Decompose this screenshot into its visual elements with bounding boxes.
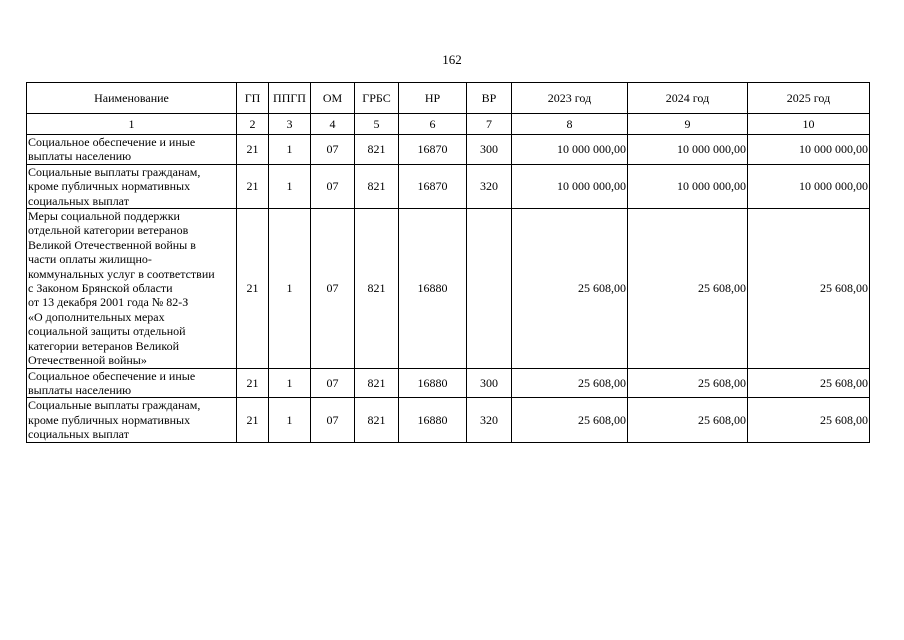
header-cell: Наименование (27, 83, 237, 114)
amount-2024-cell: 25 608,00 (628, 209, 748, 368)
vr-cell: 300 (467, 135, 512, 165)
name-cell (27, 209, 237, 368)
amount-2025-cell: 10 000 000,00 (748, 135, 870, 165)
amount-2025-cell: 10 000 000,00 (748, 164, 870, 208)
amount-2025-cell: 25 608,00 (748, 398, 870, 442)
budget-table (26, 82, 870, 443)
column-number-cell: 3 (269, 114, 311, 135)
column-number-cell: 9 (628, 114, 748, 135)
om-cell: 07 (311, 164, 355, 208)
name-line: коммунальных услуг в соответствии (28, 266, 215, 281)
page-number: 162 (442, 52, 462, 67)
header-cell: ГРБС (355, 83, 399, 114)
amount-2023-cell: 10 000 000,00 (512, 164, 628, 208)
om-cell: 07 (311, 398, 355, 442)
header-cell: ППГП (269, 83, 311, 114)
name-line: от 13 декабря 2001 года № 82-З (28, 295, 189, 310)
amount-2025-cell: 25 608,00 (748, 209, 870, 368)
name-line: кроме публичных нормативных (28, 412, 191, 427)
name-line: социальной защиты отдельной (28, 324, 186, 339)
ppgp-cell: 1 (269, 209, 311, 368)
om-cell: 07 (311, 368, 355, 398)
column-number-cell: 5 (355, 114, 399, 135)
amount-2024-cell: 25 608,00 (628, 368, 748, 398)
header-cell: 2024 год (628, 83, 748, 114)
amount-2023-cell: 25 608,00 (512, 209, 628, 368)
name-line: Социальное обеспечение и иные (28, 368, 196, 383)
ppgp-cell: 1 (269, 135, 311, 165)
grbs-cell: 821 (355, 368, 399, 398)
ppgp-cell: 1 (269, 398, 311, 442)
ppgp-cell: 1 (269, 368, 311, 398)
amount-2024-cell: 25 608,00 (628, 398, 748, 442)
amount-2024-cell: 10 000 000,00 (628, 164, 748, 208)
column-number-cell: 10 (748, 114, 870, 135)
amount-2023-cell: 25 608,00 (512, 398, 628, 442)
om-cell: 07 (311, 209, 355, 368)
name-line: Социальные выплаты гражданам, (28, 398, 201, 413)
name-cell (27, 164, 237, 208)
nr-cell: 16870 (399, 135, 467, 165)
header-row (27, 83, 870, 114)
gp-cell: 21 (237, 209, 269, 368)
name-line: «О дополнительных мерах (28, 309, 165, 324)
amount-2023-cell: 10 000 000,00 (512, 135, 628, 165)
ppgp-cell: 1 (269, 164, 311, 208)
column-number-cell: 4 (311, 114, 355, 135)
column-number-cell: 2 (237, 114, 269, 135)
column-number-cell: 1 (27, 114, 237, 135)
grbs-cell: 821 (355, 164, 399, 208)
header-cell: НР (399, 83, 467, 114)
name-line: кроме публичных нормативных (28, 179, 191, 194)
name-line: Социальное обеспечение и иные (28, 135, 196, 149)
table-row (27, 135, 870, 165)
header-cell: ГП (237, 83, 269, 114)
amount-2023-cell: 25 608,00 (512, 368, 628, 398)
name-line: категории ветеранов Великой (28, 338, 179, 353)
name-line: отдельной категории ветеранов (28, 223, 189, 238)
name-line: Социальные выплаты гражданам, (28, 164, 201, 179)
name-line: Меры социальной поддержки (28, 209, 180, 224)
table-row (27, 164, 870, 208)
name-line: Великой Отечественной войны в (28, 237, 196, 252)
header-cell: 2025 год (748, 83, 870, 114)
name-cell (27, 398, 237, 442)
nr-cell: 16880 (399, 368, 467, 398)
table-row (27, 209, 870, 368)
column-number-cell: 7 (467, 114, 512, 135)
name-line: социальных выплат (28, 193, 129, 208)
grbs-cell: 821 (355, 135, 399, 165)
name-line: Отечественной войны» (28, 353, 147, 368)
column-number-cell: 6 (399, 114, 467, 135)
vr-cell: 320 (467, 398, 512, 442)
name-line: части оплаты жилищно- (28, 252, 152, 267)
vr-cell: 320 (467, 164, 512, 208)
grbs-cell: 821 (355, 209, 399, 368)
nr-cell: 16880 (399, 398, 467, 442)
column-number-cell: 8 (512, 114, 628, 135)
header-cell: ОМ (311, 83, 355, 114)
name-cell (27, 368, 237, 398)
header-cell: ВР (467, 83, 512, 114)
name-line: с Законом Брянской области (28, 281, 173, 296)
grbs-cell: 821 (355, 398, 399, 442)
gp-cell: 21 (237, 135, 269, 165)
vr-cell: 300 (467, 368, 512, 398)
om-cell: 07 (311, 135, 355, 165)
vr-cell (467, 209, 512, 368)
column-number-row (27, 114, 870, 135)
name-line: выплаты населению (28, 382, 132, 397)
nr-cell: 16880 (399, 209, 467, 368)
gp-cell: 21 (237, 164, 269, 208)
table-row (27, 368, 870, 398)
name-line: выплаты населению (28, 149, 132, 164)
gp-cell: 21 (237, 368, 269, 398)
name-line: социальных выплат (28, 427, 129, 442)
name-cell (27, 135, 237, 165)
header-cell: 2023 год (512, 83, 628, 114)
amount-2025-cell: 25 608,00 (748, 368, 870, 398)
amount-2024-cell: 10 000 000,00 (628, 135, 748, 165)
table-row (27, 398, 870, 442)
nr-cell: 16870 (399, 164, 467, 208)
gp-cell: 21 (237, 398, 269, 442)
